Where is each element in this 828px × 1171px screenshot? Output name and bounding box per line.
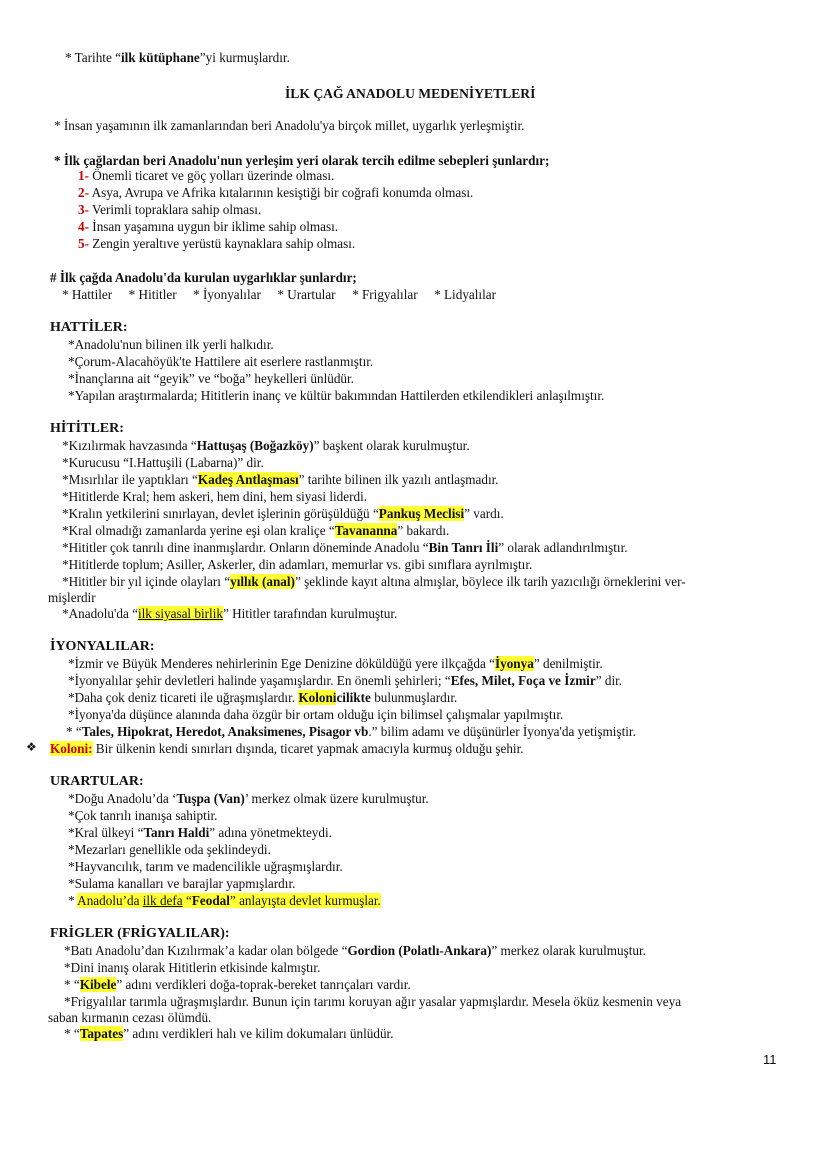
civ-item: * İyonyalılar (193, 287, 261, 302)
iyonyalilar-item: *İyonya'da düşünce alanında daha özgür bir ortam olduğu için bilimsel çalışmalar yapılmıştır. (68, 707, 564, 722)
civ-item: * Lidyalılar (434, 287, 496, 302)
civs-list (62, 287, 496, 303)
hititler-item: *Anadolu'da “ilk siyasal birlik” Hititler tarafından kurulmuştur. (62, 606, 398, 621)
frigler-item: *Dini inanış olarak Hititlerin etkisinde kalmıştır. (64, 960, 321, 975)
highlight: Koloni (298, 690, 337, 705)
iyonyalilar-item: *Daha çok deniz ticareti ile uğraşmışlardır. Kolonicilikte bulunmuşlardır. (68, 690, 458, 705)
section-heading-hattiler: HATTİLER: (50, 320, 128, 335)
reason-item: 2- Asya, Avrupa ve Afrika kıtalarının kesiştiği bir coğrafi konumda olması. (78, 185, 474, 200)
hititler-item: *Kızılırmak havzasında “Hattuşaş (Boğazköy)” başkent olarak kurulmuştur. (62, 438, 470, 453)
hattiler-item: *Anadolu'nun bilinen ilk yerli halkıdır. (68, 337, 274, 352)
urartular-item: *Hayvancılık, tarım ve madencilikle uğraşmışlardır. (68, 859, 343, 874)
civ-item: * Frigyalılar (352, 287, 418, 302)
urartular-item: * Anadolu’da ilk defa “Feodal” anlayışta devlet kurmuşlar. (68, 893, 381, 908)
civs-heading: # İlk çağda Anadolu'da kurulan uygarlıklar şunlardır; (50, 270, 357, 285)
highlight: İyonya (494, 656, 534, 671)
urartular-item: *Kral ülkeyi “Tanrı Haldi” adına yönetmekteydi. (68, 825, 332, 840)
reason-item: 4- İnsan yaşamına uygun bir iklime sahip olması. (78, 219, 339, 234)
highlight: Anadolu’da ilk defa “Feodal” anlayışta devlet kurmuşlar. (77, 893, 381, 908)
koloni-definition: Koloni: Bir ülkenin kendi sınırları dışında, ticaret yapmak amacıyla kurmuş olduğu şehir. (50, 741, 524, 756)
iyonyalilar-item: * “Tales, Hipokrat, Heredot, Anaksimenes, Pisagor vb.” bilim adamı ve düşünürler İyonya'da yetişmiştir. (66, 724, 636, 739)
highlight: Pankuş Meclisi (378, 506, 465, 521)
page-number: 11 (763, 1052, 777, 1067)
reason-item: 1- Önemli ticaret ve göç yolları üzerinde olması. (78, 168, 335, 183)
hattiler-item: *Yapılan araştırmalarda; Hititlerin inanç ve kültür bakımından Hattilerden etkilendikleri anlaşılmıştır. (68, 388, 605, 403)
highlight: Kibele (79, 977, 117, 992)
frigler-item: * “Tapates” adını verdikleri halı ve kilim dokumaları ünlüdür. (64, 1026, 394, 1041)
section-heading-hititler: HİTİTLER: (50, 421, 124, 436)
intro-text: * İnsan yaşamının ilk zamanlarından beri Anadolu'ya birçok millet, uygarlık yerleşmiştir. (54, 118, 525, 133)
frigler-item: * “Kibele” adını verdikleri doğa-toprak-bereket tanrıçaları vardır. (64, 977, 411, 992)
frigler-item: *Frigyalılar tarımla uğraşmışlardır. Bunun için tarımı koruyan ağır yasalar yapmışlardır. Mesela öküz kesmenin veya (64, 994, 682, 1009)
iyonyalilar-item: *İzmir ve Büyük Menderes nehirlerinin Ege Denizine döküldüğü yere ilkçağda “İyonya” denilmiştir. (68, 656, 603, 671)
hititler-item: *Kurucusu “I.Hattuşili (Labarna)” dir. (62, 455, 264, 470)
reason-item: 3- Verimli topraklara sahip olması. (78, 202, 262, 217)
hititler-item: *Hititler bir yıl içinde olayları “yıllık (anal)” şeklinde kayıt altına almışlar, böylece ilk tarih yazıcılığı örneklerini ver- (62, 574, 686, 589)
civ-item: * Hititler (128, 287, 177, 302)
frigler-item-continued: saban kırmanın cezası ölümdü. (48, 1010, 212, 1025)
civ-item: * Urartular (277, 287, 336, 302)
section-heading-iyonyalilar: İYONYALILAR: (50, 639, 155, 654)
text-line: * Tarihte “ilk kütüphane”yi kurmuşlardır. (65, 50, 290, 65)
page-title: İLK ÇAĞ ANADOLU MEDENİYETLERİ (285, 86, 536, 101)
iyonyalilar-item: *İyonyalılar şehir devletleri halinde yaşamışlardır. En önemli şehirleri; “Efes, Milet, Foça ve İzmir” dir. (68, 673, 623, 688)
highlight: yıllık (anal) (230, 574, 295, 589)
hititler-item: *Mısırlılar ile yaptıkları “Kadeş Antlaşması” tarihte bilinen ilk yazılı antlaşmadır. (62, 472, 499, 487)
highlight: Tapates (79, 1026, 124, 1041)
diamond-bullet-icon: ❖ (26, 740, 37, 754)
urartular-item: *Mezarları genellikle oda şeklindeydi. (68, 842, 271, 857)
section-heading-urartular: URARTULAR: (50, 774, 144, 789)
hattiler-item: *Çorum-Alacahöyük'te Hattilere ait eserlere rastlanmıştır. (68, 354, 374, 369)
reasons-heading: * İlk çağlardan beri Anadolu'nun yerleşim yeri olarak tercih edilme sebepleri şunlardır; (54, 153, 550, 168)
hititler-item-continued: mişlerdir (48, 590, 96, 605)
hititler-item: *Hititlerde Kral; hem askeri, hem dini, hem siyasi liderdi. (62, 489, 368, 504)
hititler-item: *Kralın yetkilerini sınırlayan, devlet işlerinin görüşüldüğü “Pankuş Meclisi” vardı. (62, 506, 504, 521)
highlight: Koloni: (50, 741, 93, 756)
highlight: ilk siyasal birlik (137, 606, 223, 621)
hititler-item: *Kral olmadığı zamanlarda yerine eşi olan kraliçe “Tavananna” bakardı. (62, 523, 450, 538)
hititler-item: *Hititlerde toplum; Asiller, Askerler, din adamları, memurlar vs. gibi sınıflara ayrılmıştır. (62, 557, 533, 572)
urartular-item: *Sulama kanalları ve barajlar yapmışlardır. (68, 876, 296, 891)
hattiler-item: *İnançlarına ait “geyik” ve “boğa” heykelleri ünlüdür. (68, 371, 354, 386)
section-heading-frigler: FRİGLER (FRİGYALILAR): (50, 926, 230, 941)
highlight: Kadeş Antlaşması (197, 472, 299, 487)
reason-item: 5- Zengin yeraltıve yerüstü kaynaklara sahip olması. (78, 236, 356, 251)
civ-item: * Hattiler (62, 287, 113, 302)
hititler-item: *Hititler çok tanrılı dine inanmışlardır. Onların döneminde Anadolu “Bin Tanrı İli” olarak adlandırılmıştır. (62, 540, 628, 555)
urartular-item: *Çok tanrılı inanışa sahiptir. (68, 808, 218, 823)
highlight: Tavananna (334, 523, 398, 538)
urartular-item: *Doğu Anadolu’da ‘Tuşpa (Van)’ merkez olmak üzere kurulmuştur. (68, 791, 429, 806)
frigler-item: *Batı Anadolu’dan Kızılırmak’a kadar olan bölgede “Gordion (Polatlı-Ankara)” merkez olarak kurulmuştur. (64, 943, 646, 958)
